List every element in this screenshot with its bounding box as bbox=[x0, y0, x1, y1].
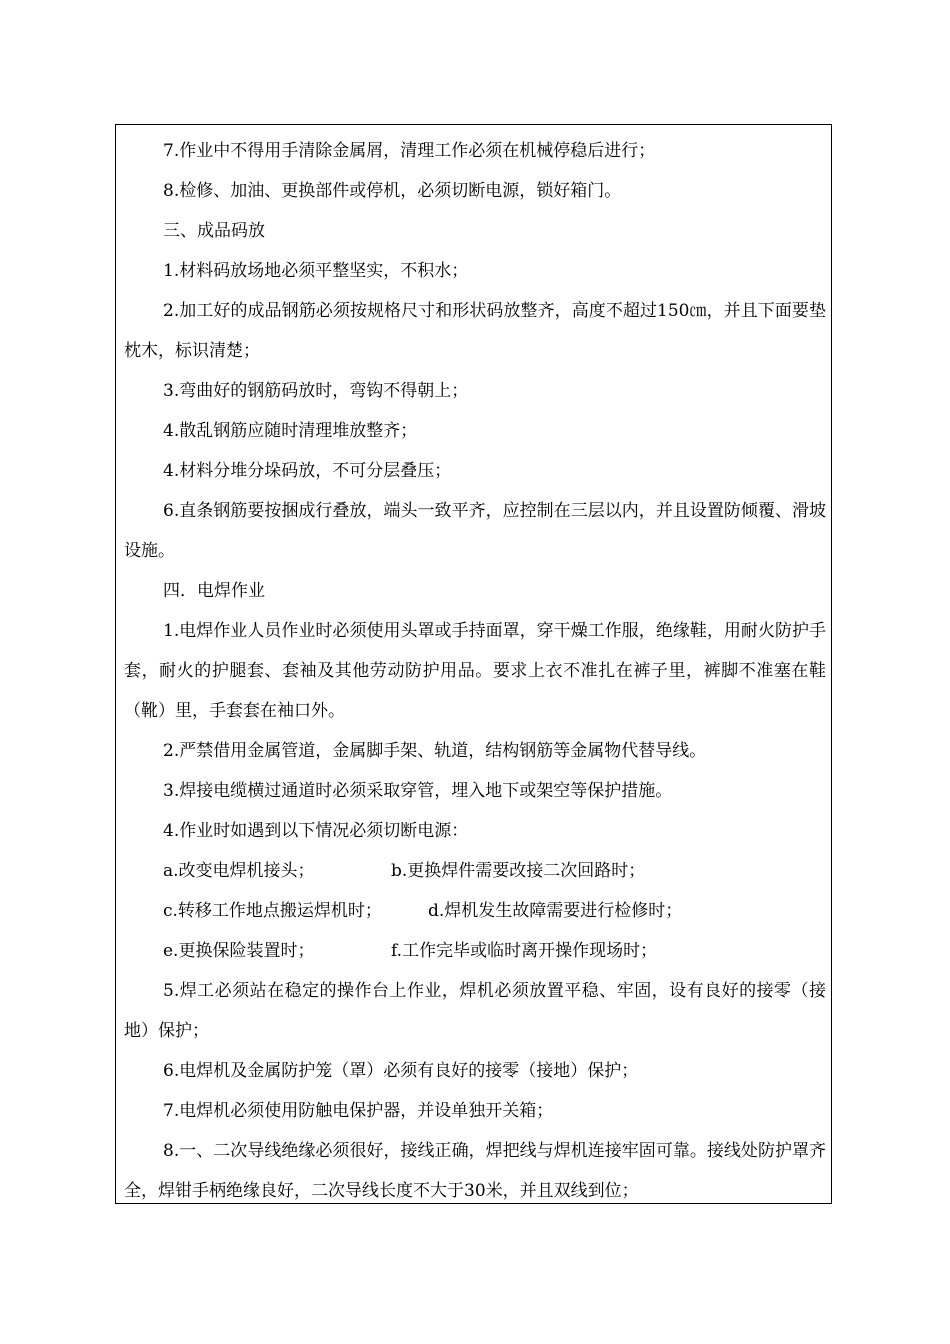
paragraph: 8.一、二次导线绝缘必须很好，接线正确，焊把线与焊机连接牢固可靠。接线处防护罩齐全，焊钳手柄绝缘良好，二次导线长度不大于30米，并且双线到位； bbox=[124, 1141, 826, 1201]
paragraph: 1.电焊作业人员作业时必须使用头罩或手持面罩，穿干燥工作服，绝缘鞋，用耐火防护手套，耐火的护腿套、套袖及其他劳动防护用品。要求上衣不准扎在裤子里，裤脚不准塞在鞋（靴）里，手套套在袖口外。 bbox=[124, 621, 826, 721]
section-heading: 三、成品码放 bbox=[163, 221, 265, 241]
paragraph: 6.电焊机及金属防护笼（罩）必须有良好的接零（接地）保护； bbox=[163, 1061, 639, 1081]
paragraph: 2.严禁借用金属管道，金属脚手架、轨道，结构钢筋等金属物代替导线。 bbox=[163, 741, 707, 761]
condition-item: e.更换保险装置时； bbox=[163, 941, 315, 961]
paragraph: 4.作业时如遇到以下情况必须切断电源： bbox=[163, 821, 469, 841]
paragraph: 7.电焊机必须使用防触电保护器，并设单独开关箱； bbox=[163, 1101, 554, 1121]
section-heading: 四．电焊作业 bbox=[163, 581, 265, 601]
condition-item: d.焊机发生故障需要进行检修时； bbox=[428, 901, 683, 921]
condition-item: f.工作完毕或临时离开操作现场时； bbox=[391, 941, 658, 961]
condition-row bbox=[124, 891, 826, 931]
paragraph: 5.焊工必须站在稳定的操作台上作业，焊机必须放置平稳、牢固，设有良好的接零（接地）保护； bbox=[124, 981, 826, 1041]
document-body bbox=[124, 131, 826, 1211]
paragraph: 8.检修、加油、更换部件或停机，必须切断电源，锁好箱门。 bbox=[163, 181, 622, 201]
paragraph: 1.材料码放场地必须平整坚实，不积水； bbox=[163, 261, 469, 281]
paragraph: 4.散乱钢筋应随时清理堆放整齐； bbox=[163, 421, 418, 441]
paragraph: 4.材料分堆分垛码放，不可分层叠压； bbox=[163, 461, 452, 481]
paragraph: 3.焊接电缆横过通道时必须采取穿管，埋入地下或架空等保护措施。 bbox=[163, 781, 673, 801]
condition-item: c.转移工作地点搬运焊机时； bbox=[163, 901, 382, 921]
paragraph: 2.加工好的成品钢筋必须按规格尺寸和形状码放整齐，高度不超过150㎝，并且下面要垫枕木，标识清楚； bbox=[124, 301, 826, 361]
paragraph: 3.弯曲好的钢筋码放时，弯钩不得朝上； bbox=[163, 381, 469, 401]
paragraph: 6.直条钢筋要按捆成行叠放，端头一致平齐，应控制在三层以内，并且设置防倾覆、滑坡设施。 bbox=[124, 501, 826, 561]
paragraph: 7.作业中不得用手清除金属屑，清理工作必须在机械停稳后进行； bbox=[163, 141, 656, 161]
condition-row bbox=[124, 931, 826, 971]
condition-item: a.改变电焊机接头； bbox=[163, 861, 315, 881]
condition-item: b.更换焊件需要改接二次回路时； bbox=[391, 861, 646, 881]
condition-row bbox=[124, 851, 826, 891]
